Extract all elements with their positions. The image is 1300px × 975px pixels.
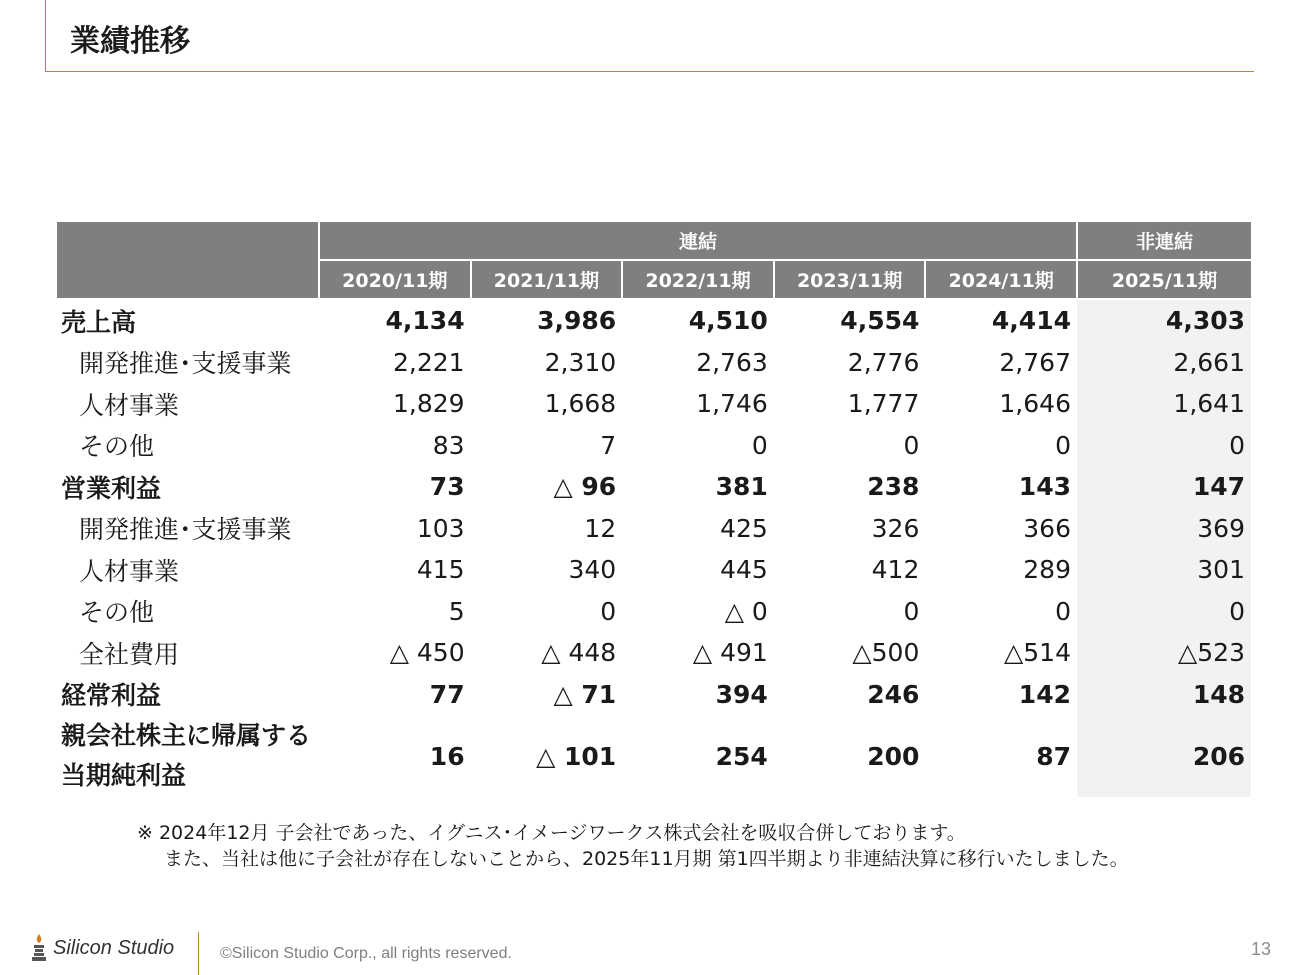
footnote-line: ※ 2024年12月 子会社であった、イグニス･イメージワークス株式会社を吸収合併しております。 — [137, 822, 966, 844]
value-cell: △ 448 — [541, 638, 617, 668]
value-cell: 340 — [568, 555, 617, 585]
value-cell: 7 — [600, 430, 617, 460]
header-period: 2022/11期 — [622, 260, 774, 299]
header-nonconsolidated: 非連結 — [1077, 222, 1251, 260]
value-cell: 1,668 — [544, 389, 617, 419]
value-cell: 445 — [720, 555, 768, 585]
value-cell: 1,641 — [1077, 383, 1251, 425]
header-period: 2025/11期 — [1077, 260, 1251, 299]
value-cell: △ 491 — [692, 638, 768, 668]
value-cell: △ 101 — [536, 741, 617, 771]
row-label: 売上高 — [61, 307, 137, 337]
header-period: 2020/11期 — [319, 260, 471, 299]
table-row-revenue — [57, 299, 1251, 342]
value-cell: 5 — [448, 596, 465, 626]
value-cell: 73 — [429, 472, 465, 502]
table-row — [57, 549, 1251, 591]
header-consolidated: 連結 — [319, 222, 1077, 260]
value-cell: △ 71 — [553, 679, 617, 709]
value-cell: 0 — [1055, 596, 1071, 626]
value-cell: 369 — [1077, 508, 1251, 550]
row-label — [57, 715, 319, 797]
value-cell: 3,986 — [537, 306, 617, 336]
value-cell: 12 — [584, 513, 617, 543]
value-cell: 142 — [1018, 679, 1071, 709]
value-cell: △ 0 — [724, 596, 768, 626]
copyright-text: ©Silicon Studio Corp., all rights reserved. — [220, 945, 512, 962]
value-cell: 289 — [1023, 555, 1071, 585]
row-label: その他 — [79, 598, 155, 628]
value-cell: 238 — [867, 472, 920, 502]
page-title: 業績推移 — [70, 24, 190, 59]
value-cell: 4,510 — [688, 306, 768, 336]
company-logo — [30, 930, 174, 966]
value-cell: 143 — [1018, 472, 1071, 502]
value-cell: 0 — [600, 596, 617, 626]
value-cell: 425 — [720, 513, 768, 543]
header-blank-cell — [57, 222, 319, 299]
value-cell: 0 — [1055, 430, 1071, 460]
row-label: 人材事業 — [79, 556, 180, 586]
value-cell: △523 — [1077, 632, 1251, 674]
logo-text: Silicon Studio — [53, 936, 175, 959]
value-cell: 2,776 — [847, 347, 920, 377]
value-cell: △ 450 — [389, 638, 465, 668]
value-cell: 1,777 — [847, 389, 920, 419]
value-cell: △514 — [1004, 638, 1071, 668]
value-cell: 2,221 — [393, 347, 465, 377]
value-cell: 2,661 — [1077, 342, 1251, 384]
header-period: 2023/11期 — [774, 260, 926, 299]
value-cell: 0 — [903, 596, 920, 626]
title-bar — [45, 0, 1254, 72]
table-row-net-income — [57, 715, 1251, 797]
row-label: 全社費用 — [79, 639, 180, 669]
table-row — [57, 508, 1251, 550]
table-row — [57, 591, 1251, 633]
value-cell: 1,746 — [696, 389, 768, 419]
value-cell: 1,829 — [393, 389, 465, 419]
header-period: 2021/11期 — [471, 260, 623, 299]
value-cell: 103 — [416, 513, 465, 543]
footer-divider — [198, 932, 199, 975]
table-row — [57, 632, 1251, 674]
row-label: 経常利益 — [61, 681, 162, 711]
value-cell: 326 — [871, 513, 920, 543]
value-cell: 4,414 — [991, 306, 1071, 336]
value-cell: 394 — [715, 679, 768, 709]
value-cell: 2,763 — [696, 347, 768, 377]
row-label-line: 当期純利益 — [61, 761, 187, 790]
row-label-line: 親会社株主に帰属する — [61, 721, 312, 750]
table-row — [57, 425, 1251, 467]
value-cell: 148 — [1077, 674, 1251, 716]
value-cell: △ 96 — [553, 472, 617, 502]
financial-results-table — [57, 222, 1251, 797]
value-cell: 0 — [903, 430, 920, 460]
value-cell: 415 — [416, 555, 465, 585]
footnote — [137, 820, 1129, 872]
value-cell: 206 — [1077, 715, 1251, 797]
logo-mark-icon — [30, 933, 48, 963]
table-row — [57, 342, 1251, 384]
table-row-ordinary-profit — [57, 674, 1251, 716]
row-label: その他 — [79, 432, 155, 462]
row-label: 人材事業 — [79, 390, 180, 420]
value-cell: 366 — [1023, 513, 1071, 543]
value-cell: 77 — [429, 679, 465, 709]
row-label: 開発推進･支援事業 — [79, 515, 292, 545]
footnote-line: また、当社は他に子会社が存在しないことから、2025年11月期 第1四半期より非連結決算に移行いたしました。 — [164, 848, 1129, 870]
value-cell: 0 — [751, 430, 768, 460]
value-cell: 1,646 — [999, 389, 1071, 419]
value-cell: 16 — [429, 741, 465, 771]
value-cell: 412 — [871, 555, 920, 585]
value-cell: 4,303 — [1077, 299, 1251, 342]
value-cell: 2,767 — [999, 347, 1071, 377]
value-cell: 381 — [715, 472, 768, 502]
value-cell: 254 — [715, 741, 768, 771]
page-number: 13 — [1250, 939, 1271, 959]
value-cell: 87 — [1036, 741, 1071, 771]
value-cell: 83 — [432, 430, 465, 460]
value-cell: 147 — [1077, 466, 1251, 508]
table-row-operating-profit — [57, 466, 1251, 508]
value-cell: 301 — [1077, 549, 1251, 591]
table-header-group-row — [57, 222, 1251, 260]
value-cell: 4,554 — [840, 306, 920, 336]
value-cell: 200 — [867, 741, 920, 771]
value-cell: △500 — [852, 638, 920, 668]
value-cell: 2,310 — [544, 347, 617, 377]
table-row — [57, 383, 1251, 425]
value-cell: 246 — [867, 679, 920, 709]
row-label: 開発推進･支援事業 — [79, 349, 292, 379]
value-cell: 0 — [1077, 425, 1251, 467]
row-label: 営業利益 — [61, 473, 162, 503]
value-cell: 4,134 — [385, 306, 465, 336]
value-cell: 0 — [1077, 591, 1251, 633]
header-period: 2024/11期 — [925, 260, 1077, 299]
